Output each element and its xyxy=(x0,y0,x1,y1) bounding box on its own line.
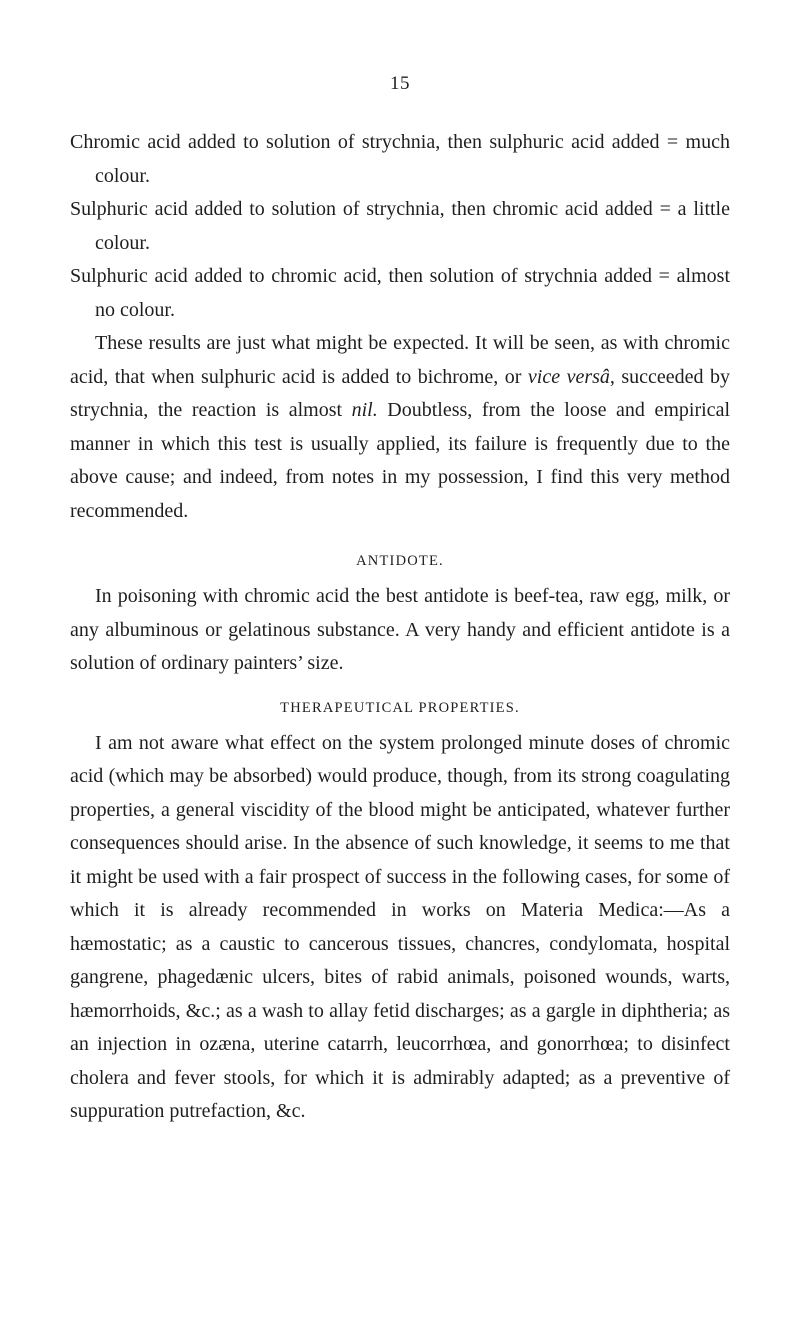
reaction-entry-3: Sulphuric acid added to chromic acid, then solution of strychnia added = almost no colour. xyxy=(70,265,730,321)
page-number: 15 xyxy=(390,73,410,94)
reaction-entry-1: Chromic acid added to solution of strychnia, then sulphuric acid added = much colour. xyxy=(70,131,730,187)
results-text-1: These results are just what might be expected. It will be seen, as with chromic acid, that when sulphuric acid is added to bichrome, or xyxy=(70,332,730,388)
results-text-2: , succeeded by strychnia, the reaction is almost xyxy=(70,365,730,421)
page-body xyxy=(70,126,730,1129)
antidote-heading: ANTIDOTE. xyxy=(356,553,444,569)
results-italic-nil: nil. xyxy=(351,399,378,421)
results-paragraph xyxy=(70,327,730,528)
results-text-3: Doubtless, from the loose and empirical manner in which this test is usually applied, its failure is frequently due to the above cause; and indeed, from notes in my possession, I find this very method recommended. xyxy=(70,399,730,522)
results-italic-vice-versa: vice versâ xyxy=(527,365,610,388)
therapeutical-heading: THERAPEUTICAL PROPERTIES. xyxy=(280,699,520,716)
reaction-entry-2: Sulphuric acid added to solution of strychnia, then chromic acid added = a little colour. xyxy=(70,198,730,254)
antidote-paragraph: In poisoning with chromic acid the best antidote is beef-tea, raw egg, milk, or any albuminous or gelatinous substance. A very handy and efficient antidote is a solution of ordinary painters’ size. xyxy=(70,585,730,674)
therapeutical-paragraph: I am not aware what effect on the system prolonged minute doses of chromic acid (which may be absorbed) would produce, though, from its strong coagulating properties, a general viscidity of the blood might be anticipated, whatever further consequences should arise. In the absence of such knowledge, it seems to me that it might be used with a fair prospect of success in the following cases, for some of which it is already recommended in works on Materia Medica:—As a hæmostatic; as a caustic to cancerous tissues, chancres, condylomata, hospital gangrene, phagedænic ulcers, bites of rabid animals, poisoned wounds, warts, hæmorrhoids, &c.; as a wash to allay fetid discharges; as a gargle in diphtheria; as an injection in ozæna, uterine catarrh, leucorrhœa, and gonorrhœa; to disinfect cholera and fever stools, for which it is admirably adapted; as a preventive of suppuration putrefaction, &c. xyxy=(70,731,730,1122)
